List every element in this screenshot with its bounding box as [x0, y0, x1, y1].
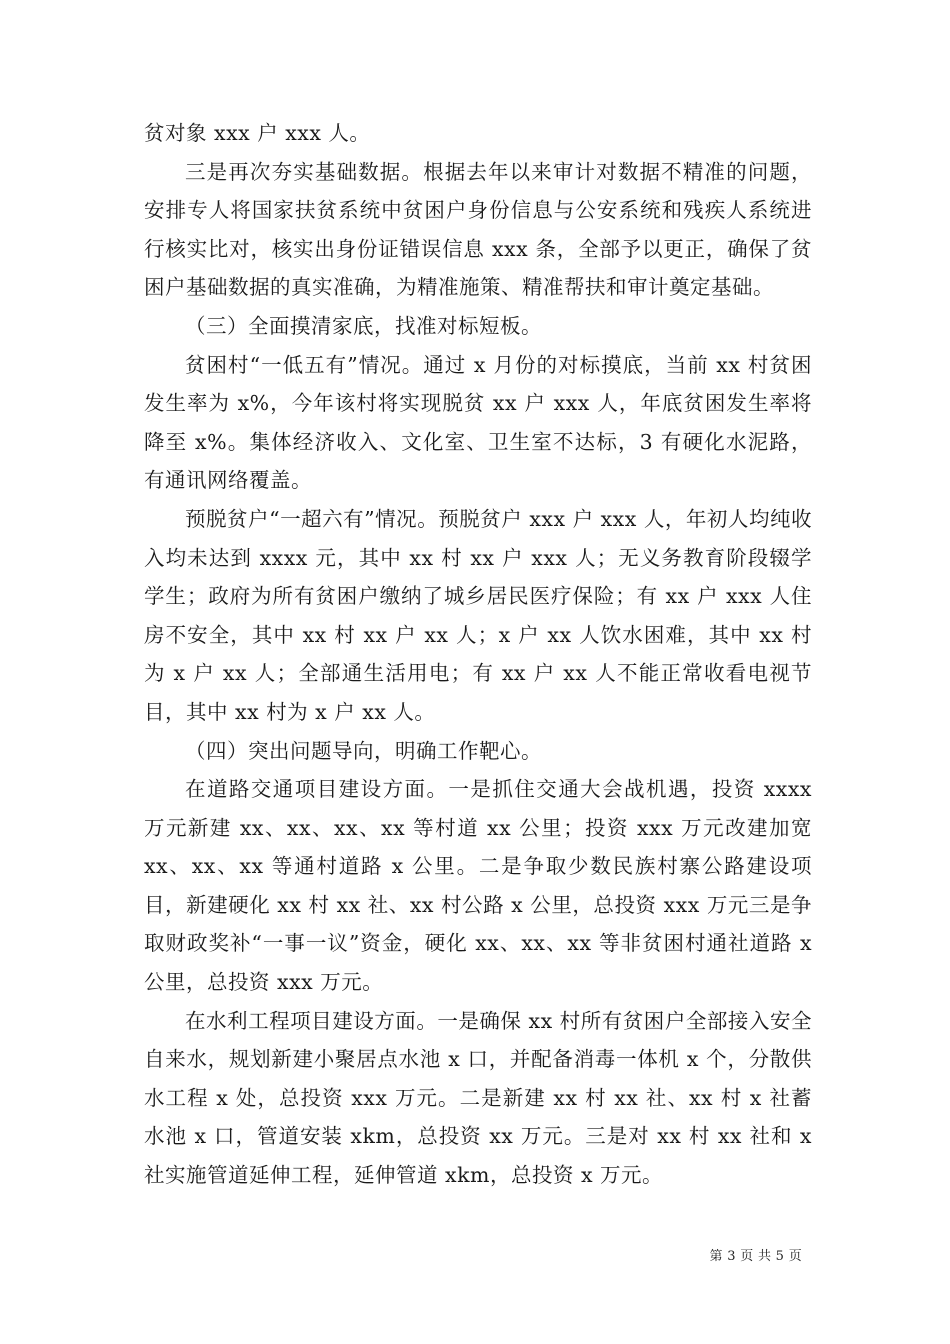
section-heading-4: （四）突出问题导向，明确工作靶心。: [185, 738, 542, 763]
paragraph-8: 在水利工程项目建设方面。一是确保 xx 村所有贫困户全部接入安全自来水，规划新建小聚居点水池 x 口，并配备消毒一体机 x 个，分散供水工程 x 处，总投资 xxx 万元。二是新建 xx 村 xx 社、xx 村 x 社蓄水池 x 口，管道安装 xkm，总投资 xx 万元。三是对 xx 村 xx 社和 x 社实施管道延伸工程，延伸管道 xkm，总投资 x 万元。: [144, 1008, 812, 1188]
paragraph-1: 贫对象 xxx 户 xxx 人。: [144, 121, 371, 145]
paragraph-7: 在道路交通项目建设方面。一是抓住交通大会战机遇，投资 xxxx 万元新建 xx、xx、xx、xx 等村道 xx 公里；投资 xxx 万元改建加宽 xx、xx、xx 等通村道路 x 公里。二是争取少数民族村寨公路建设项目，新建硬化 xx 村 xx 社、xx 村公路 x 公里，总投资 xxx 万元三是争取财政奖补“一事一议”资金，硬化 xx、xx、xx 等非贫困村通社道路 x 公里，总投资 xxx 万元。: [144, 777, 812, 995]
paragraph-5: 预脱贫户“一超六有”情况。预脱贫户 xxx 户 xxx 人，年初人均纯收入均未达到 xxxx 元，其中 xx 村 xx 户 xxx 人；无义务教育阶段辍学学生；政府为所有贫困户缴纳了城乡居民医疗保险；有 xx 户 xxx 人住房不安全，其中 xx 村 xx 户 xx 人；x 户 xx 人饮水困难，其中 xx 村为 x 户 xx 人；全部通生活用电；有 xx 户 xx 人不能正常收看电视节目，其中 xx 村为 x 户 xx 人。: [144, 506, 812, 724]
section-heading-3: （三）全面摸清家底，找准对标短板。: [185, 313, 542, 338]
paragraph-4: 贫困村“一低五有”情况。通过 x 月份的对标摸底，当前 xx 村贫困发生率为 x%，今年该村将实现脱贫 xx 户 xxx 人，年底贫困发生率将降至 x%。集体经济收入、文化室、卫生室不达标，3 有硬化水泥路，有通讯网络覆盖。: [144, 352, 812, 493]
paragraph-2: 三是再次夯实基础数据。根据去年以来审计对数据不精准的问题，安排专人将国家扶贫系统中贫困户身份信息与公安系统和残疾人系统进行核实比对，核实出身份证错误信息 xxx 条，全部予以更正，确保了贫困户基础数据的真实准确，为精准施策、精准帮扶和审计奠定基础。: [144, 159, 812, 300]
page-number-footer: 第 3 页 共 5 页: [709, 1249, 802, 1264]
document-body: [144, 114, 812, 1195]
